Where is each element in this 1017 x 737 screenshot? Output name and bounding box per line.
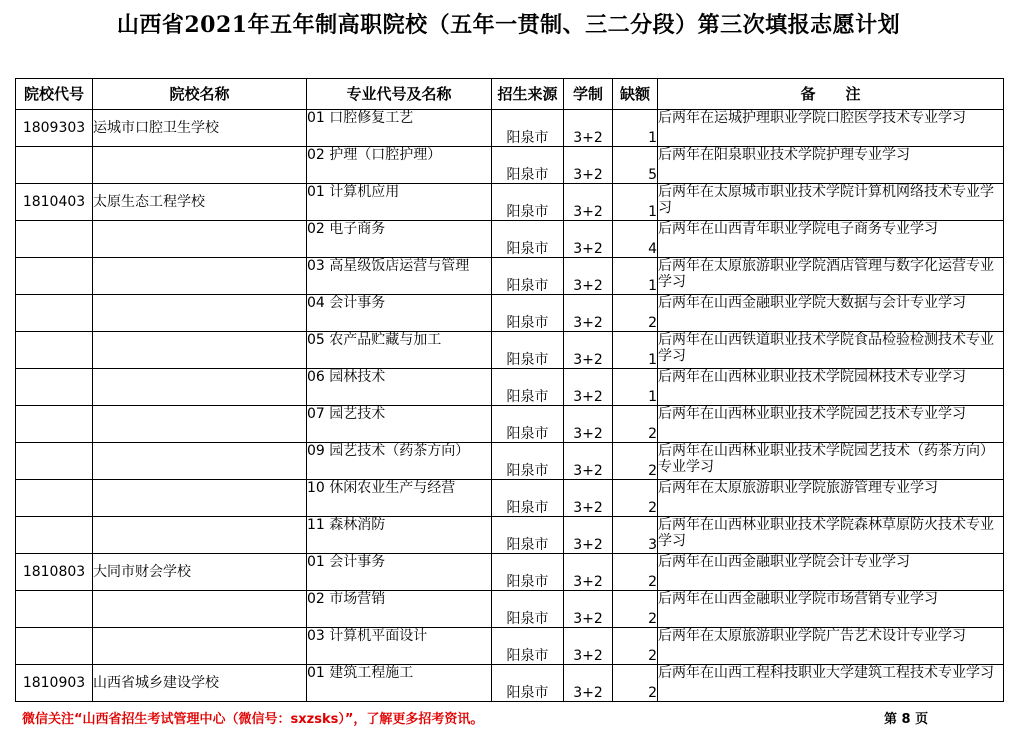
duration-cell: 3+2	[564, 517, 613, 554]
school-code-cell: 1809303	[16, 110, 93, 147]
table-header-row	[16, 79, 1004, 110]
table-row	[16, 554, 1004, 591]
header-code: 院校代号	[16, 79, 93, 110]
table-body	[16, 110, 1004, 702]
quota-cell: 5	[613, 147, 658, 184]
major-cell: 11 森林消防	[307, 517, 492, 554]
note-cell: 后两年在山西工程科技职业大学建筑工程技术专业学习	[658, 665, 1004, 702]
quota-cell: 1	[613, 184, 658, 221]
note-cell: 后两年在山西林业职业技术学院园艺技术（药茶方向）专业学习	[658, 443, 1004, 480]
source-cell: 阳泉市	[492, 480, 564, 517]
school-code-cell	[16, 628, 93, 665]
duration-cell: 3+2	[564, 480, 613, 517]
major-cell: 02 市场营销	[307, 591, 492, 628]
school-code-cell	[16, 258, 93, 295]
school-code-cell: 1810803	[16, 554, 93, 591]
source-cell: 阳泉市	[492, 406, 564, 443]
header-duration: 学制	[564, 79, 613, 110]
source-cell: 阳泉市	[492, 147, 564, 184]
table-row	[16, 332, 1004, 369]
duration-cell: 3+2	[564, 369, 613, 406]
school-name-cell	[93, 443, 307, 480]
major-cell: 01 会计事务	[307, 554, 492, 591]
school-name-cell	[93, 517, 307, 554]
duration-cell: 3+2	[564, 406, 613, 443]
source-cell: 阳泉市	[492, 332, 564, 369]
page-title: 山西省2021年五年制高职院校（五年一贯制、三二分段）第三次填报志愿计划	[116, 12, 901, 38]
note-cell: 后两年在山西青年职业学院电子商务专业学习	[658, 221, 1004, 258]
school-name-cell	[93, 258, 307, 295]
school-name-cell: 大同市财会学校	[93, 554, 307, 591]
major-cell: 10 休闲农业生产与经营	[307, 480, 492, 517]
school-code-cell: 1810903	[16, 665, 93, 702]
major-cell: 01 计算机应用	[307, 184, 492, 221]
duration-cell: 3+2	[564, 628, 613, 665]
note-cell: 后两年在山西金融职业学院市场营销专业学习	[658, 591, 1004, 628]
source-cell: 阳泉市	[492, 369, 564, 406]
major-cell: 02 护理（口腔护理）	[307, 147, 492, 184]
quota-cell: 2	[613, 295, 658, 332]
school-code-cell	[16, 295, 93, 332]
school-code-cell	[16, 517, 93, 554]
source-cell: 阳泉市	[492, 628, 564, 665]
note-cell: 后两年在山西金融职业学院会计专业学习	[658, 554, 1004, 591]
source-cell: 阳泉市	[492, 443, 564, 480]
note-cell: 后两年在太原城市职业技术学院计算机网络技术专业学习	[658, 184, 1004, 221]
table-row	[16, 258, 1004, 295]
source-cell: 阳泉市	[492, 258, 564, 295]
note-cell: 后两年在山西林业职业技术学院园林技术专业学习	[658, 369, 1004, 406]
duration-cell: 3+2	[564, 110, 613, 147]
source-cell: 阳泉市	[492, 517, 564, 554]
table-row	[16, 591, 1004, 628]
table-row	[16, 110, 1004, 147]
duration-cell: 3+2	[564, 591, 613, 628]
school-name-cell	[93, 221, 307, 258]
quota-cell: 3	[613, 517, 658, 554]
school-code-cell	[16, 221, 93, 258]
duration-cell: 3+2	[564, 295, 613, 332]
school-code-cell	[16, 591, 93, 628]
major-cell: 07 园艺技术	[307, 406, 492, 443]
note-cell: 后两年在太原旅游职业学院广告艺术设计专业学习	[658, 628, 1004, 665]
source-cell: 阳泉市	[492, 554, 564, 591]
school-code-cell	[16, 406, 93, 443]
school-name-cell: 太原生态工程学校	[93, 184, 307, 221]
major-cell: 04 会计事务	[307, 295, 492, 332]
school-code-cell	[16, 369, 93, 406]
note-cell: 后两年在山西林业职业技术学院园艺技术专业学习	[658, 406, 1004, 443]
quota-cell: 2	[613, 406, 658, 443]
table-row	[16, 369, 1004, 406]
school-name-cell	[93, 147, 307, 184]
duration-cell: 3+2	[564, 221, 613, 258]
quota-cell: 2	[613, 591, 658, 628]
duration-cell: 3+2	[564, 665, 613, 702]
major-cell: 09 园艺技术（药茶方向）	[307, 443, 492, 480]
table-row	[16, 184, 1004, 221]
school-code-cell	[16, 443, 93, 480]
table-row	[16, 665, 1004, 702]
header-note: 备 注	[658, 79, 1004, 110]
quota-cell: 2	[613, 628, 658, 665]
quota-cell: 2	[613, 554, 658, 591]
table-row	[16, 295, 1004, 332]
school-name-cell: 山西省城乡建设学校	[93, 665, 307, 702]
note-cell: 后两年在阳泉职业技术学院护理专业学习	[658, 147, 1004, 184]
header-major: 专业代号及名称	[307, 79, 492, 110]
duration-cell: 3+2	[564, 147, 613, 184]
header-school: 院校名称	[93, 79, 307, 110]
source-cell: 阳泉市	[492, 591, 564, 628]
school-code-cell	[16, 147, 93, 184]
page-number: 第 8 页	[884, 712, 929, 727]
source-cell: 阳泉市	[492, 295, 564, 332]
duration-cell: 3+2	[564, 184, 613, 221]
quota-cell: 2	[613, 480, 658, 517]
major-cell: 06 园林技术	[307, 369, 492, 406]
table-row	[16, 147, 1004, 184]
school-code-cell: 1810403	[16, 184, 93, 221]
major-cell: 01 口腔修复工艺	[307, 110, 492, 147]
quota-cell: 1	[613, 258, 658, 295]
duration-cell: 3+2	[564, 332, 613, 369]
header-source: 招生来源	[492, 79, 564, 110]
school-name-cell	[93, 591, 307, 628]
source-cell: 阳泉市	[492, 665, 564, 702]
duration-cell: 3+2	[564, 443, 613, 480]
school-name-cell	[93, 369, 307, 406]
school-name-cell	[93, 295, 307, 332]
note-cell: 后两年在太原旅游职业学院旅游管理专业学习	[658, 480, 1004, 517]
quota-cell: 1	[613, 369, 658, 406]
table-row	[16, 480, 1004, 517]
table-row	[16, 406, 1004, 443]
table-row	[16, 517, 1004, 554]
duration-cell: 3+2	[564, 258, 613, 295]
major-cell: 01 建筑工程施工	[307, 665, 492, 702]
school-code-cell	[16, 332, 93, 369]
duration-cell: 3+2	[564, 554, 613, 591]
enrollment-plan-table	[15, 78, 1004, 702]
school-code-cell	[16, 480, 93, 517]
wechat-notice: 微信关注“山西省招生考试管理中心（微信号：sxzsks）”，了解更多招考资讯。	[22, 712, 484, 727]
source-cell: 阳泉市	[492, 221, 564, 258]
quota-cell: 1	[613, 110, 658, 147]
note-cell: 后两年在山西金融职业学院大数据与会计专业学习	[658, 295, 1004, 332]
major-cell: 03 高星级饭店运营与管理	[307, 258, 492, 295]
quota-cell: 4	[613, 221, 658, 258]
table-row	[16, 443, 1004, 480]
quota-cell: 2	[613, 665, 658, 702]
school-name-cell	[93, 406, 307, 443]
note-cell: 后两年在运城护理职业学院口腔医学技术专业学习	[658, 110, 1004, 147]
note-cell: 后两年在太原旅游职业学院酒店管理与数字化运营专业学习	[658, 258, 1004, 295]
school-name-cell	[93, 480, 307, 517]
header-quota: 缺额	[613, 79, 658, 110]
table-row	[16, 628, 1004, 665]
source-cell: 阳泉市	[492, 110, 564, 147]
note-cell: 后两年在山西铁道职业技术学院食品检验检测技术专业学习	[658, 332, 1004, 369]
table-row	[16, 221, 1004, 258]
major-cell: 03 计算机平面设计	[307, 628, 492, 665]
quota-cell: 2	[613, 443, 658, 480]
school-name-cell	[93, 628, 307, 665]
school-name-cell: 运城市口腔卫生学校	[93, 110, 307, 147]
major-cell: 05 农产品贮藏与加工	[307, 332, 492, 369]
school-name-cell	[93, 332, 307, 369]
major-cell: 02 电子商务	[307, 221, 492, 258]
source-cell: 阳泉市	[492, 184, 564, 221]
note-cell: 后两年在山西林业职业技术学院森林草原防火技术专业学习	[658, 517, 1004, 554]
quota-cell: 1	[613, 332, 658, 369]
